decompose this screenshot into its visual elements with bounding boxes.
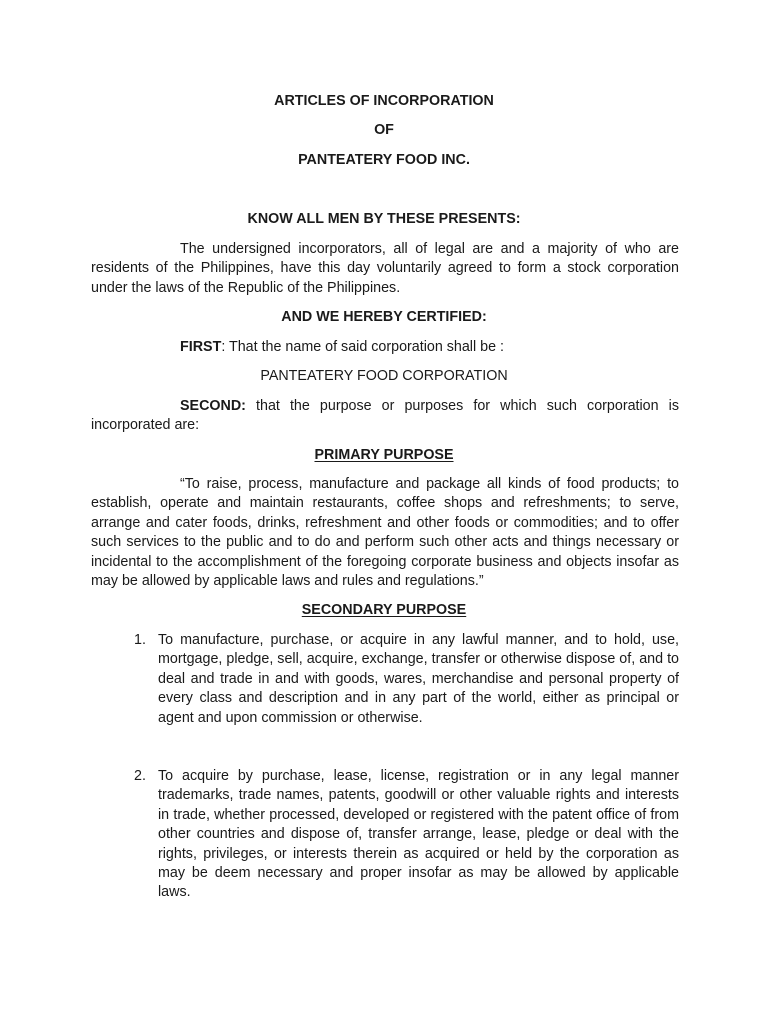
secondary-purpose-heading: SECONDARY PURPOSE [301, 602, 467, 618]
second-text: that the purpose or purposes for which such corporation is incorporated are: [91, 398, 679, 434]
certification-heading: AND WE HEREBY CERTIFIED: [281, 309, 487, 325]
preamble-heading: KNOW ALL MEN BY THESE PRESENTS: [247, 211, 521, 227]
document-title-of: OF [374, 122, 394, 138]
second-article [91, 397, 679, 436]
list-item-number: 2. [134, 768, 146, 784]
second-label: SECOND: [180, 398, 246, 414]
preamble-paragraph: The undersigned incorporators, all of legal are and a majority of who are residents of the Philippines, have this day voluntarily agreed to form a stock corporation under the laws of the Republic of the Philippines. [91, 241, 679, 296]
first-article [180, 338, 504, 357]
list-item-number: 1. [134, 632, 146, 648]
first-label: FIRST [180, 339, 222, 355]
document-title: ARTICLES OF INCORPORATION [274, 93, 494, 109]
primary-purpose-heading: PRIMARY PURPOSE [314, 447, 454, 463]
primary-purpose-text: “To raise, process, manufacture and package all kinds of food products; to establish, operate and maintain restaurants, coffee shops and refreshments; to serve, arrange and cater foods, drinks, refreshment and other foods or commodities; and to offer such services to the public and to do and perform such other acts and things necessary or incidental to the accomplishment of the foregoing corporate business and objects insofar as may be allowed by applicable laws and rules and regulations.” [91, 476, 679, 590]
company-name-heading: PANTEATERY FOOD INC. [298, 152, 470, 168]
first-text: : That the name of said corporation shall be : [221, 339, 504, 355]
corporation-name: PANTEATERY FOOD CORPORATION [260, 368, 508, 384]
list-item-text: To acquire by purchase, lease, license, registration or in any legal manner trademarks, trade names, patents, goodwill or other valuable rights and interests in trade, whether processed, developed or registered with the patent office of from other countries and dispose of, transfer arrange, lease, pledge or deal with the rights, privileges, or interests therein as acquired or held by the corporation as may be deem necessary and proper insofar as may be allowed by applicable laws. [158, 768, 679, 901]
list-item-text: To manufacture, purchase, or acquire in any lawful manner, and to hold, use, mortgage, pledge, sell, acquire, exchange, transfer or otherwise dispose of, and to deal and trade in and with goods, wares, merchandise and personal property of every class and description and in any part of the world, either as principal or agent and upon commission or otherwise. [158, 632, 679, 726]
